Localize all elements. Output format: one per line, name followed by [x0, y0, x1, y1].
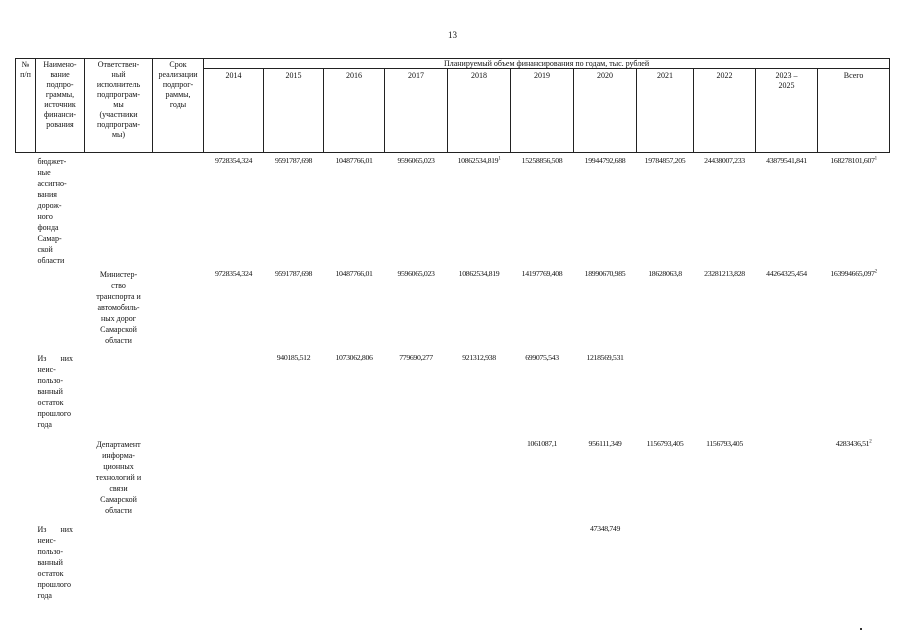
table-row: [16, 349, 890, 437]
table-row: [16, 153, 890, 267]
value-cell: [385, 349, 448, 437]
term-cell: [153, 153, 204, 267]
value-cell: [448, 266, 511, 349]
col-header-num: № п/п: [16, 59, 36, 153]
executor-cell: [85, 266, 153, 349]
value-cell: [448, 522, 511, 612]
value-cell: [637, 437, 694, 522]
source-text: Из них неис- пользо- ванный остаток прошлого года: [37, 354, 73, 429]
value-cell: [694, 522, 756, 612]
value-cell: [324, 266, 385, 349]
footnote-marker: 2: [869, 439, 872, 445]
value-text: 14197769,408: [521, 269, 563, 278]
term-cell: [153, 349, 204, 437]
value-cell: [264, 522, 324, 612]
value-text: 921312,938: [462, 353, 496, 362]
source-cell: [36, 522, 85, 612]
value-text: 956111,349: [588, 439, 622, 448]
value-cell: [385, 153, 448, 267]
value-cell: [574, 437, 637, 522]
col-header-year: 2020: [574, 69, 637, 153]
col-header-name: Наимено- вание подпро- граммы, источник финанси- рования: [36, 59, 85, 153]
value-cell: [694, 349, 756, 437]
source-cell: [36, 437, 85, 522]
value-text: 18990670,985: [584, 269, 626, 278]
value-cell: [204, 153, 264, 267]
scan-dot: [860, 628, 862, 630]
col-header-executor: Ответствен- ный исполнитель подпрограм- мы (участники подпрограм- мы): [85, 59, 153, 153]
source-cell: [36, 349, 85, 437]
executor-cell: [85, 349, 153, 437]
value-cell: [756, 153, 818, 267]
footnote-marker: 2: [874, 269, 877, 275]
value-cell: [637, 349, 694, 437]
value-cell: [511, 349, 574, 437]
total-value-cell: [818, 437, 890, 522]
col-header-year: 2016: [324, 69, 385, 153]
value-text: 779690,277: [399, 353, 433, 362]
table-row: [16, 437, 890, 522]
col-header-year: 2022: [694, 69, 756, 153]
financing-table: [15, 58, 890, 612]
footnote-marker: 1: [498, 156, 501, 162]
value-text: 168278101,607: [830, 156, 875, 165]
value-cell: [756, 437, 818, 522]
value-cell: [756, 266, 818, 349]
value-cell: [385, 266, 448, 349]
col-header-financing-group: Планируемый объем финансирования по годам, тыс. рублей: [204, 59, 890, 69]
total-value-cell: [818, 349, 890, 437]
header-row-top: [16, 59, 890, 69]
table-row: [16, 522, 890, 612]
page-number: 13: [448, 30, 457, 40]
value-text: 1156793,405: [646, 439, 684, 448]
value-text: 23281213,828: [704, 269, 745, 278]
row-num-cell: [16, 349, 36, 437]
value-text: 9596065,023: [397, 269, 435, 278]
value-cell: [694, 266, 756, 349]
term-cell: [153, 266, 204, 349]
value-text: 10862534,819: [457, 156, 499, 165]
value-cell: [511, 437, 574, 522]
value-cell: [324, 437, 385, 522]
value-text: 1156793,405: [706, 439, 743, 448]
value-text: 44264325,454: [766, 269, 807, 278]
source-cell: [36, 153, 85, 267]
value-cell: [574, 349, 637, 437]
value-text: 9591787,698: [274, 156, 313, 165]
value-cell: [324, 522, 385, 612]
value-text: 9728354,324: [214, 269, 253, 278]
value-text: 43879541,841: [766, 156, 807, 165]
value-cell: [694, 437, 756, 522]
value-cell: [264, 437, 324, 522]
value-cell: [385, 437, 448, 522]
value-text: 47348,749: [590, 524, 620, 533]
value-cell: [574, 522, 637, 612]
col-header-year: 2018: [448, 69, 511, 153]
value-cell: [511, 266, 574, 349]
source-text: Из них неис- пользо- ванный остаток прошлого года: [37, 525, 73, 600]
col-header-term: Срок реализации подпрог- раммы, годы: [153, 59, 204, 153]
source-cell: [36, 266, 85, 349]
value-cell: [204, 266, 264, 349]
executor-text: Департамент информа- ционных технологий и связи Самарской области: [95, 440, 142, 515]
value-text: 24438007,233: [704, 156, 745, 165]
value-cell: [756, 522, 818, 612]
executor-cell: [85, 437, 153, 522]
value-cell: [574, 153, 637, 267]
value-cell: [637, 153, 694, 267]
value-text: 9596065,023: [397, 156, 435, 165]
value-text: 1073062,806: [335, 353, 373, 362]
value-text: 163994665,097: [830, 269, 875, 278]
value-text: 10487766,01: [335, 269, 373, 278]
value-text: 940185,512: [276, 353, 311, 362]
value-cell: [204, 437, 264, 522]
value-cell: [637, 522, 694, 612]
value-text: 9591787,698: [274, 269, 313, 278]
value-text: 18628063,8: [648, 269, 682, 278]
value-cell: [511, 522, 574, 612]
value-cell: [264, 266, 324, 349]
table-row: [16, 266, 890, 349]
col-header-year: 2023 – 2025: [756, 69, 818, 153]
value-cell: [324, 349, 385, 437]
value-cell: [448, 153, 511, 267]
value-cell: [756, 349, 818, 437]
value-text: 15258856,508: [521, 156, 563, 165]
col-header-year: 2014: [204, 69, 264, 153]
total-value-cell: [818, 153, 890, 267]
col-header-year: 2015: [264, 69, 324, 153]
value-cell: [385, 522, 448, 612]
value-text: 1061087,1: [527, 439, 557, 448]
value-text: 9728354,324: [214, 156, 253, 165]
value-text: 699075,543: [525, 353, 559, 362]
col-header-year: 2019: [511, 69, 574, 153]
col-header-total: Всего: [818, 69, 890, 153]
row-num-cell: [16, 266, 36, 349]
value-cell: [264, 153, 324, 267]
value-cell: [574, 266, 637, 349]
total-value-cell: [818, 522, 890, 612]
executor-cell: [85, 153, 153, 267]
row-num-cell: [16, 522, 36, 612]
value-cell: [511, 153, 574, 267]
value-cell: [204, 349, 264, 437]
footnote-marker: 1: [874, 156, 877, 162]
source-text: бюджет- ные ассигно- вания дорож- ного фонда Самар- ской области: [37, 157, 67, 265]
row-num-cell: [16, 153, 36, 267]
value-text: 10487766,01: [335, 156, 373, 165]
value-text: 4283436,51: [835, 439, 870, 448]
total-value-cell: [818, 266, 890, 349]
term-cell: [153, 522, 204, 612]
term-cell: [153, 437, 204, 522]
value-cell: [264, 349, 324, 437]
value-cell: [204, 522, 264, 612]
value-text: 19944792,688: [584, 156, 626, 165]
col-header-year: 2021: [637, 69, 694, 153]
value-cell: [448, 437, 511, 522]
value-text: 10862534,819: [458, 269, 500, 278]
value-text: 1218569,531: [586, 353, 624, 362]
col-header-year: 2017: [385, 69, 448, 153]
value-cell: [448, 349, 511, 437]
value-cell: [324, 153, 385, 267]
value-cell: [637, 266, 694, 349]
executor-cell: [85, 522, 153, 612]
executor-text: Министер- ство транспорта и автомобиль- ных дорог Самарской области: [96, 270, 141, 345]
value-cell: [694, 153, 756, 267]
value-text: 19784857,205: [644, 156, 686, 165]
row-num-cell: [16, 437, 36, 522]
